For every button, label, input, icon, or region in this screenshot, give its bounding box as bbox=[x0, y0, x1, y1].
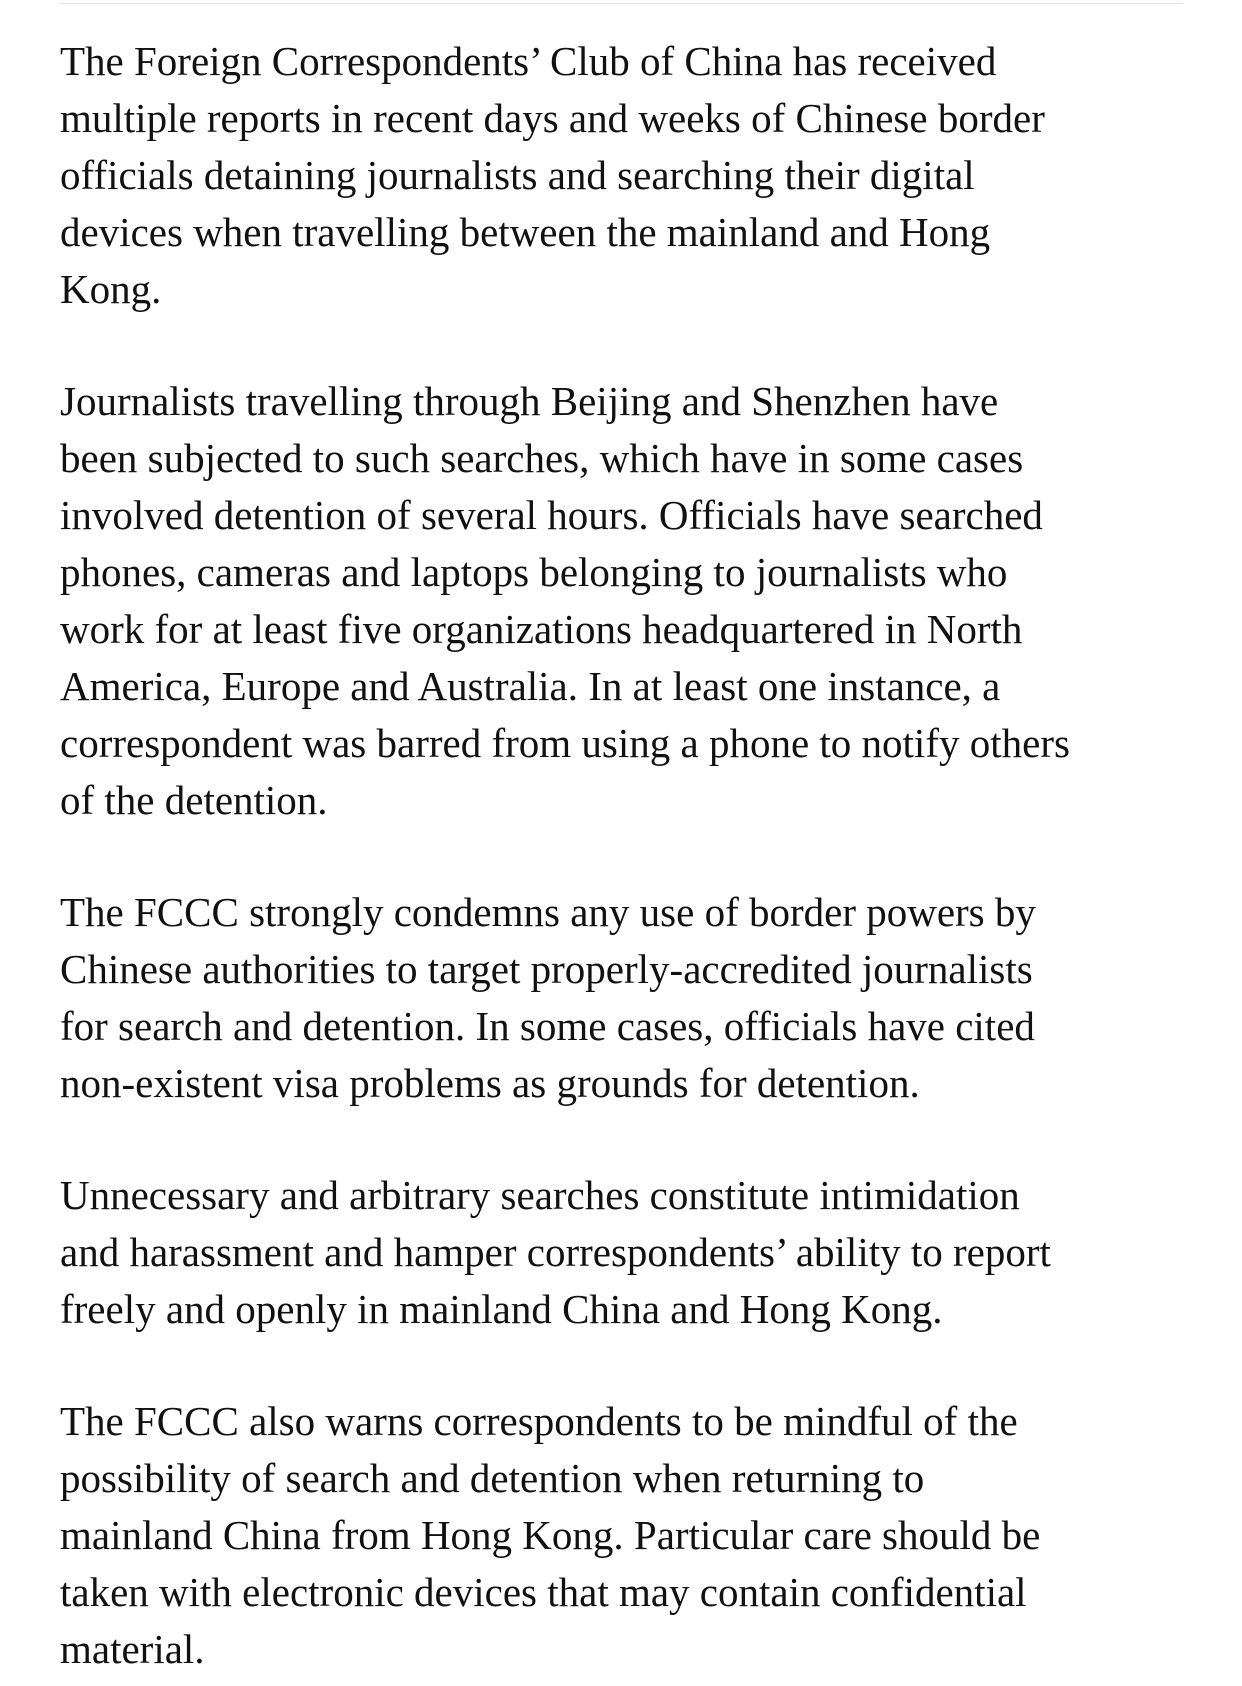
statement-paragraph-5: The FCCC also warns correspondents to be mindful of the possibility of search and detention when returning to mainland China from Hong Kong. Particular care should be taken with electronic devices that may contain confidential material. bbox=[60, 1398, 1041, 1672]
statement-paragraph-3: The FCCC strongly condemns any use of border powers by Chinese authorities to target properly-accredited journalists for search and detention. In some cases, officials have cited non-existent visa problems as grounds for detention. bbox=[60, 889, 1036, 1106]
statement-paragraph-2: Journalists travelling through Beijing and Shenzhen have been subjected to such searches, which have in some cases involved detention of several hours. Officials have searched phones, cameras and laptops belonging to journalists who work for at least five organizations headquartered in North America, Europe and Australia. In at least one instance, a correspondent was barred from using a phone to notify others of the detention. bbox=[60, 378, 1070, 823]
top-divider bbox=[60, 3, 1182, 4]
statement-paragraph-1: The Foreign Correspondents’ Club of China has received multiple reports in recent days and weeks of Chinese border officials detaining journalists and searching their digital devices when travelling between the mainland and Hong Kong. bbox=[60, 38, 1045, 312]
statement-paragraph-4: Unnecessary and arbitrary searches constitute intimidation and harassment and hamper correspondents’ ability to report freely and openly in mainland China and Hong Kong. bbox=[60, 1172, 1051, 1332]
statement-body bbox=[60, 33, 1200, 1678]
